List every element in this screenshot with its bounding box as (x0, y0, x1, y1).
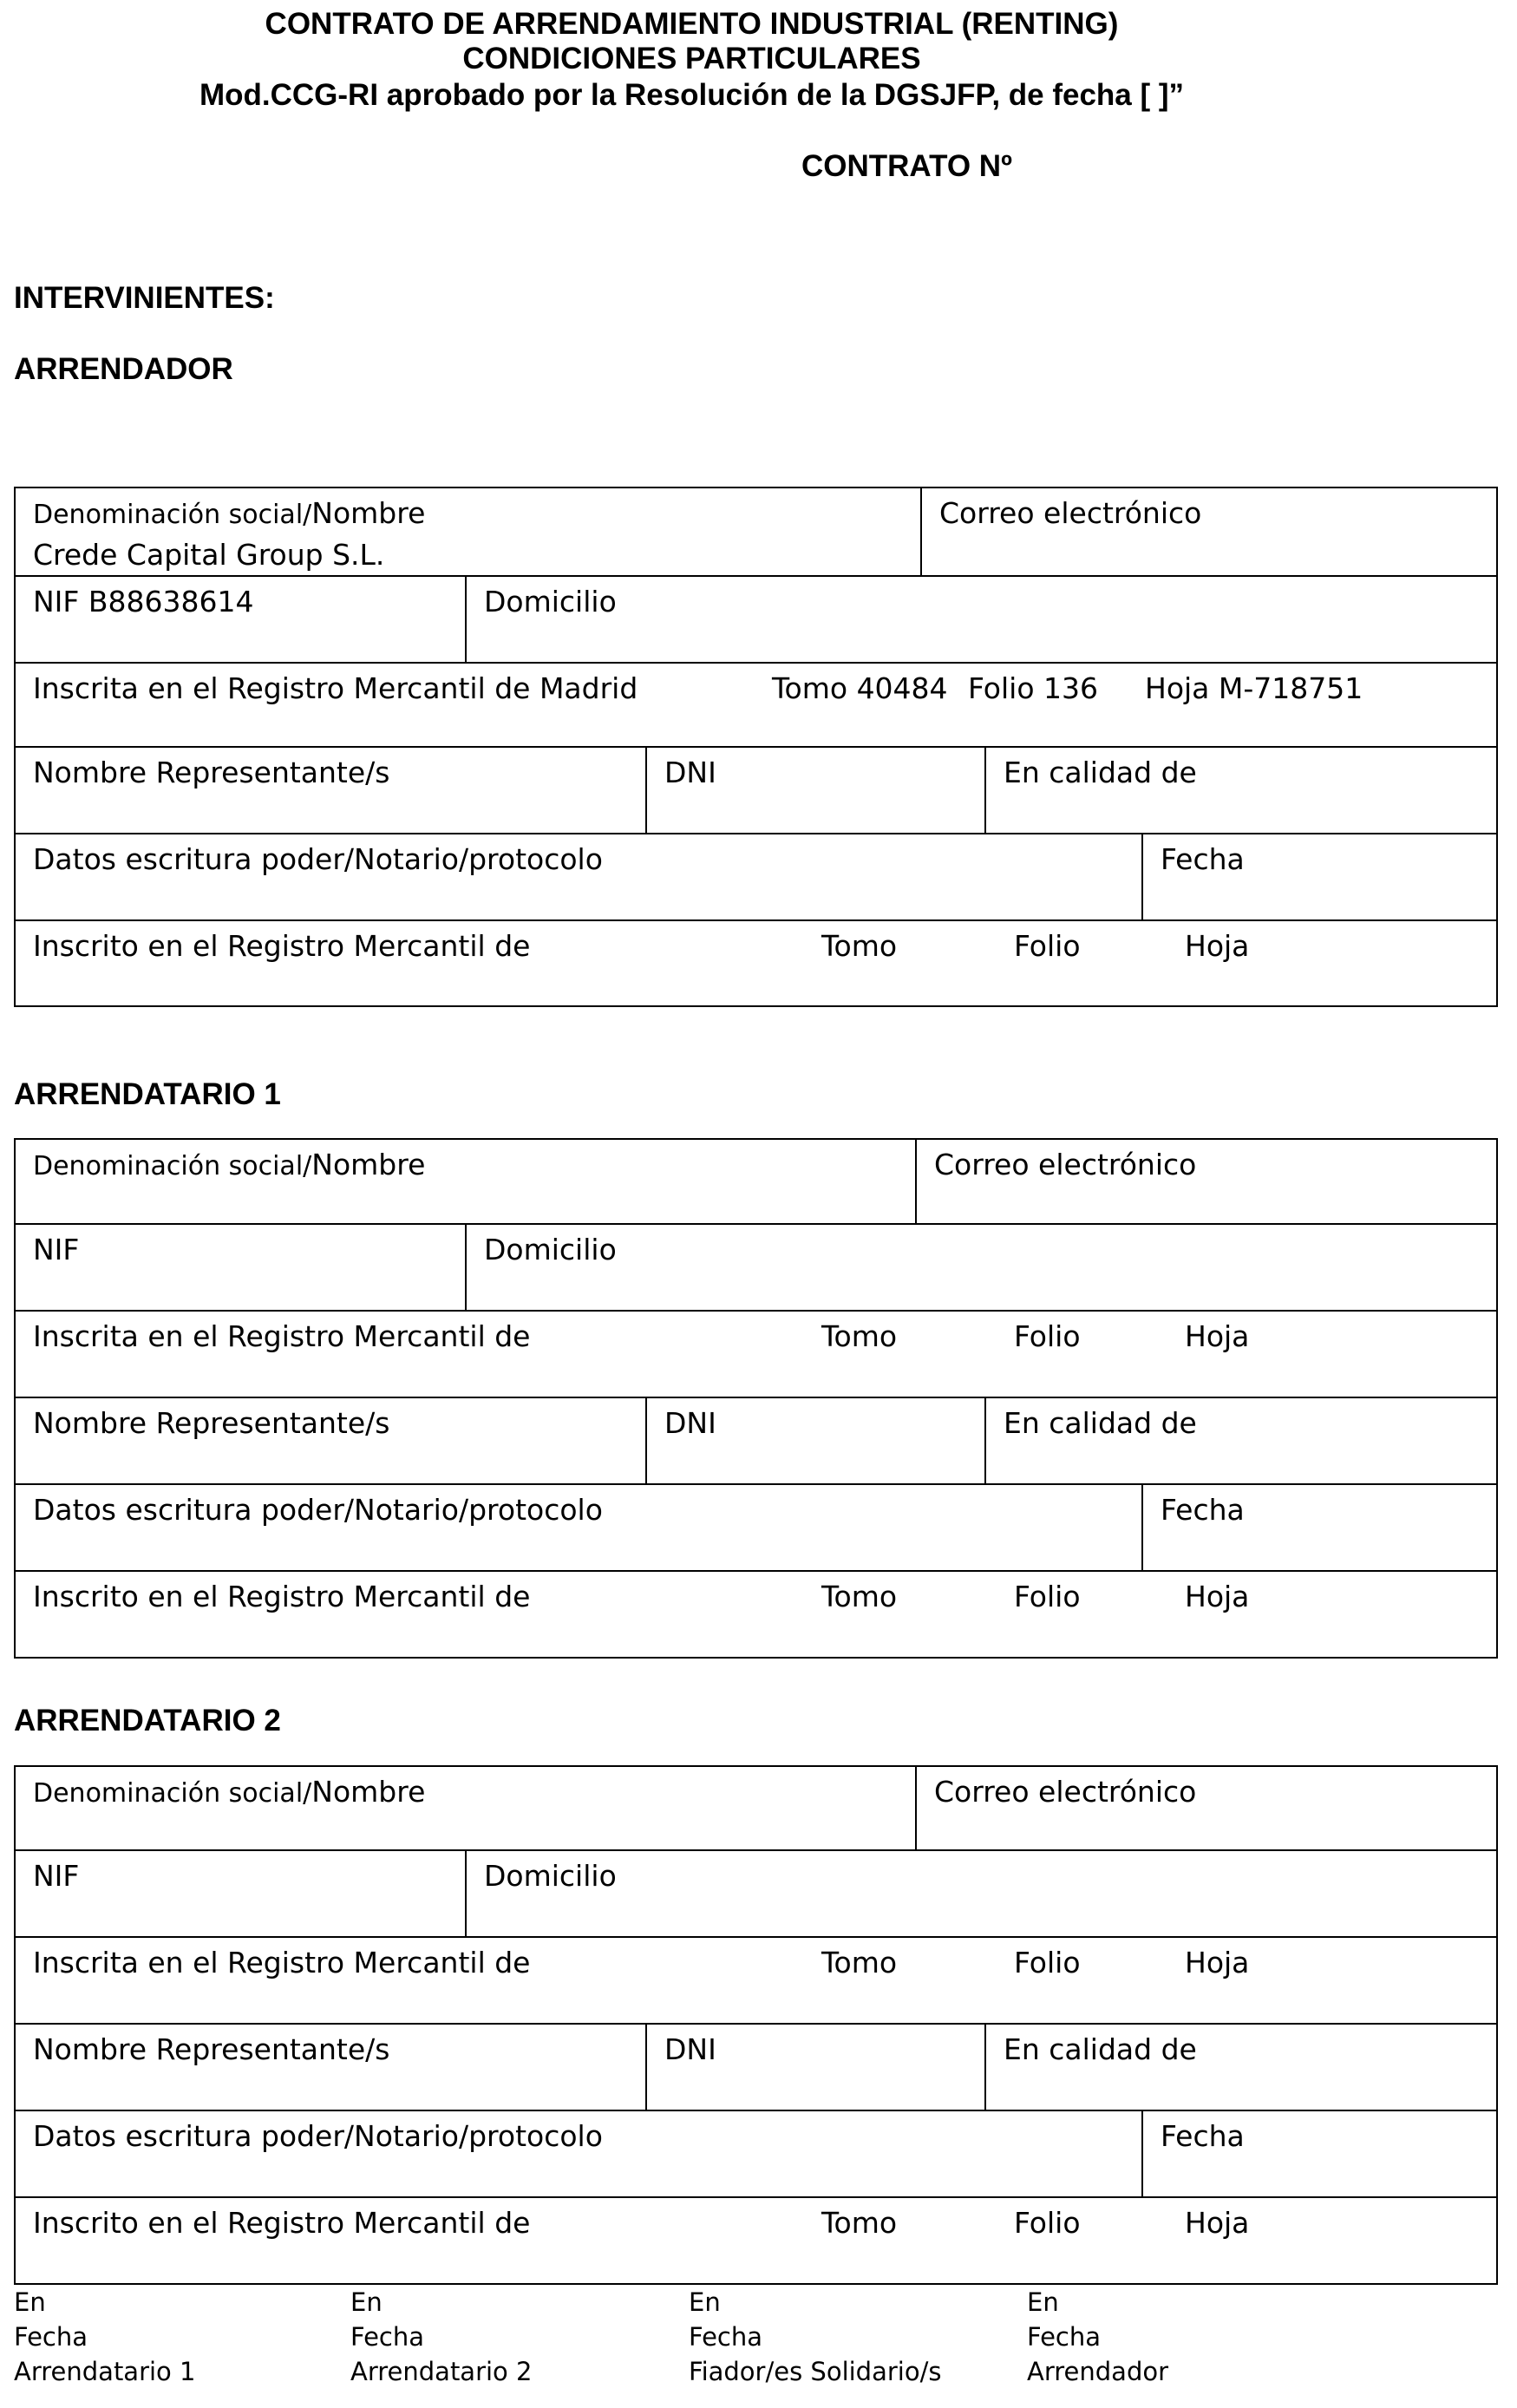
arrendador-escritura-field[interactable] (16, 834, 1141, 919)
arrendatario2-registro-field[interactable] (16, 1938, 1496, 2023)
arrendatario1-calidad-field[interactable] (984, 1398, 1496, 1483)
arrendatario1-hoja2: Hoja (1185, 1580, 1250, 1613)
arrendador-inscrito-label: Inscrito en el Registro Mercantil de (33, 929, 531, 963)
arrendatario2-fecha-field[interactable] (1141, 2111, 1496, 2196)
arrendatario1-representante-label: Nombre Representante/s (33, 1406, 390, 1440)
intervinientes-heading: INTERVINIENTES: (14, 281, 275, 315)
arrendatario2-hoja: Hoja (1185, 1946, 1250, 1979)
arrendatario2-calidad-field[interactable] (984, 2025, 1496, 2110)
arrendatario2-dni-field[interactable] (645, 2025, 984, 2110)
arrendador-dni-label: DNI (664, 756, 716, 789)
arrendatario2-hoja2: Hoja (1185, 2206, 1250, 2240)
arrendador-domicilio-label: Domicilio (484, 585, 617, 618)
arrendador-correo-field[interactable] (920, 488, 1496, 575)
arrendador-hoja: Hoja M-718751 (1145, 671, 1363, 705)
arrendador-row-representante (16, 746, 1496, 833)
arrendador-dni-field[interactable] (645, 748, 984, 833)
arrendador-fecha-label: Fecha (1161, 842, 1245, 876)
arrendatario1-escritura-label: Datos escritura poder/Notario/protocolo (33, 1493, 603, 1527)
arrendador-domicilio-field[interactable] (465, 577, 1496, 662)
arrendatario1-escritura-field[interactable] (16, 1485, 1141, 1570)
arrendador-calidad-label: En calidad de (1004, 756, 1197, 789)
arrendatario2-heading: ARRENDATARIO 2 (14, 1704, 281, 1737)
arrendatario2-tomo2: Tomo (821, 2206, 898, 2240)
arrendatario2-correo-field[interactable] (915, 1767, 1496, 1849)
arrendatario2-nif-label: NIF (33, 1859, 80, 1893)
arrendatario2-representante-label: Nombre Representante/s (33, 2032, 390, 2066)
arrendador-tomo2: Tomo (821, 929, 898, 963)
arrendador-representante-label: Nombre Representante/s (33, 756, 390, 789)
arrendatario2-correo-label: Correo electrónico (934, 1775, 1197, 1809)
arrendatario1-nif-field[interactable] (16, 1225, 465, 1310)
arrendatario1-denominacion-label: Denominación social/Nombre (33, 1148, 426, 1181)
arrendatario2-row-nif (16, 1849, 1496, 1936)
arrendatario2-row-inscrito (16, 2196, 1496, 2283)
arrendador-nif-label: NIF B88638614 (33, 585, 254, 618)
signature-en-label: En (689, 2287, 721, 2317)
arrendatario1-representante-field[interactable] (16, 1398, 645, 1483)
arrendatario1-calidad-label: En calidad de (1004, 1406, 1197, 1440)
arrendador-folio: Folio 136 (968, 671, 1098, 705)
arrendatario1-row-representante (16, 1397, 1496, 1483)
arrendatario1-inscrito-label: Inscrito en el Registro Mercantil de (33, 1580, 531, 1613)
arrendatario1-correo-label: Correo electrónico (934, 1148, 1197, 1181)
arrendatario2-denominacion-field[interactable] (16, 1767, 915, 1849)
arrendatario1-registro-field[interactable] (16, 1312, 1496, 1397)
arrendatario2-form (14, 1765, 1498, 2285)
arrendatario1-form (14, 1138, 1498, 1659)
arrendador-calidad-field[interactable] (984, 748, 1496, 833)
arrendador-folio2: Folio (1014, 929, 1081, 963)
arrendatario1-row-denominacion (16, 1140, 1496, 1223)
signature-fecha-label: Fecha (689, 2322, 763, 2352)
arrendatario2-inscrito-field[interactable] (16, 2198, 1496, 2283)
arrendador-inscrito-field[interactable] (16, 921, 1496, 1005)
arrendador-row-escritura (16, 833, 1496, 919)
arrendador-fecha-field[interactable] (1141, 834, 1496, 919)
arrendatario1-dni-label: DNI (664, 1406, 716, 1440)
arrendatario1-tomo: Tomo (821, 1319, 898, 1353)
arrendatario1-tomo2: Tomo (821, 1580, 898, 1613)
arrendador-row-inscrito (16, 919, 1496, 1005)
arrendador-registro-field[interactable] (16, 664, 1496, 746)
model-reference: Mod.CCG-RI aprobado por la Resolución de la DGSJFP, de fecha [ ]” (199, 78, 1185, 112)
arrendatario2-nif-field[interactable] (16, 1851, 465, 1936)
arrendatario2-folio: Folio (1014, 1946, 1081, 1979)
arrendador-nif-field[interactable] (16, 577, 465, 662)
arrendatario2-row-registro (16, 1936, 1496, 2023)
arrendatario1-registro-label: Inscrita en el Registro Mercantil de (33, 1319, 531, 1353)
arrendatario1-heading: ARRENDATARIO 1 (14, 1077, 281, 1111)
arrendador-correo-label: Correo electrónico (939, 496, 1202, 530)
signature-en-label: En (1027, 2287, 1059, 2317)
arrendador-escritura-label: Datos escritura poder/Notario/protocolo (33, 842, 603, 876)
arrendatario2-denominacion-label: Denominación social/Nombre (33, 1775, 426, 1809)
arrendatario2-tomo: Tomo (821, 1946, 898, 1979)
arrendatario1-fecha-field[interactable] (1141, 1485, 1496, 1570)
arrendador-representante-field[interactable] (16, 748, 645, 833)
arrendador-heading: ARRENDADOR (14, 352, 233, 386)
signature-fecha-label: Fecha (14, 2322, 88, 2352)
arrendatario2-row-escritura (16, 2110, 1496, 2196)
signature-block-arrendatario1 (14, 2285, 195, 2389)
arrendatario1-fecha-label: Fecha (1161, 1493, 1245, 1527)
arrendatario2-domicilio-label: Domicilio (484, 1859, 617, 1893)
arrendatario2-domicilio-field[interactable] (465, 1851, 1496, 1936)
signature-block-arrendatario2 (350, 2285, 532, 2389)
signature-block-arrendador (1027, 2285, 1168, 2389)
signature-party-label: Fiador/es Solidario/s (689, 2357, 942, 2386)
arrendatario2-row-denominacion (16, 1767, 1496, 1849)
signature-en-label: En (14, 2287, 46, 2317)
arrendatario2-inscrito-label: Inscrito en el Registro Mercantil de (33, 2206, 531, 2240)
arrendatario2-row-representante (16, 2023, 1496, 2110)
arrendatario1-folio2: Folio (1014, 1580, 1081, 1613)
arrendador-registro-label: Inscrita en el Registro Mercantil de Madrid (33, 671, 638, 705)
arrendatario2-escritura-label: Datos escritura poder/Notario/protocolo (33, 2119, 603, 2153)
arrendatario1-inscrito-field[interactable] (16, 1572, 1496, 1657)
arrendatario2-folio2: Folio (1014, 2206, 1081, 2240)
signature-party-label: Arrendatario 2 (350, 2357, 533, 2386)
signature-fecha-label: Fecha (1027, 2322, 1102, 2352)
arrendatario1-row-registro (16, 1310, 1496, 1397)
arrendador-denominacion-field[interactable] (16, 488, 920, 575)
document-subtitle: CONDICIONES PARTICULARES (462, 42, 921, 75)
arrendatario1-domicilio-label: Domicilio (484, 1233, 617, 1266)
signature-party-label: Arrendador (1027, 2357, 1169, 2386)
arrendatario2-escritura-field[interactable] (16, 2111, 1141, 2196)
arrendatario1-nif-label: NIF (33, 1233, 80, 1266)
arrendatario2-registro-label: Inscrita en el Registro Mercantil de (33, 1946, 531, 1979)
arrendador-hoja2: Hoja (1185, 929, 1250, 963)
arrendatario1-row-inscrito (16, 1570, 1496, 1657)
contract-number-label: CONTRATO Nº (801, 149, 1012, 183)
signature-fecha-label: Fecha (350, 2322, 425, 2352)
arrendatario1-dni-field[interactable] (645, 1398, 984, 1483)
arrendatario2-fecha-label: Fecha (1161, 2119, 1245, 2153)
arrendador-form (14, 487, 1498, 1007)
arrendatario1-domicilio-field[interactable] (465, 1225, 1496, 1310)
arrendatario1-denominacion-field[interactable] (16, 1140, 915, 1223)
arrendador-row-denominacion (16, 488, 1496, 575)
signature-party-label: Arrendatario 1 (14, 2357, 196, 2386)
arrendador-denominacion-label: Denominación social/Nombre (33, 496, 426, 530)
signature-block-fiadores (689, 2285, 941, 2389)
arrendatario1-correo-field[interactable] (915, 1140, 1496, 1223)
arrendatario2-calidad-label: En calidad de (1004, 2032, 1197, 2066)
arrendatario1-row-nif (16, 1223, 1496, 1310)
arrendador-row-nif (16, 575, 1496, 662)
arrendatario1-hoja: Hoja (1185, 1319, 1250, 1353)
document-title: CONTRATO DE ARRENDAMIENTO INDUSTRIAL (RENTING) (265, 7, 1119, 41)
arrendador-denominacion-value: Crede Capital Group S.L. (33, 538, 385, 572)
arrendatario2-dni-label: DNI (664, 2032, 716, 2066)
arrendatario2-representante-field[interactable] (16, 2025, 645, 2110)
arrendatario1-row-escritura (16, 1483, 1496, 1570)
signature-en-label: En (350, 2287, 383, 2317)
arrendador-row-registro (16, 662, 1496, 746)
arrendador-tomo: Tomo 40484 (772, 671, 948, 705)
arrendatario1-folio: Folio (1014, 1319, 1081, 1353)
